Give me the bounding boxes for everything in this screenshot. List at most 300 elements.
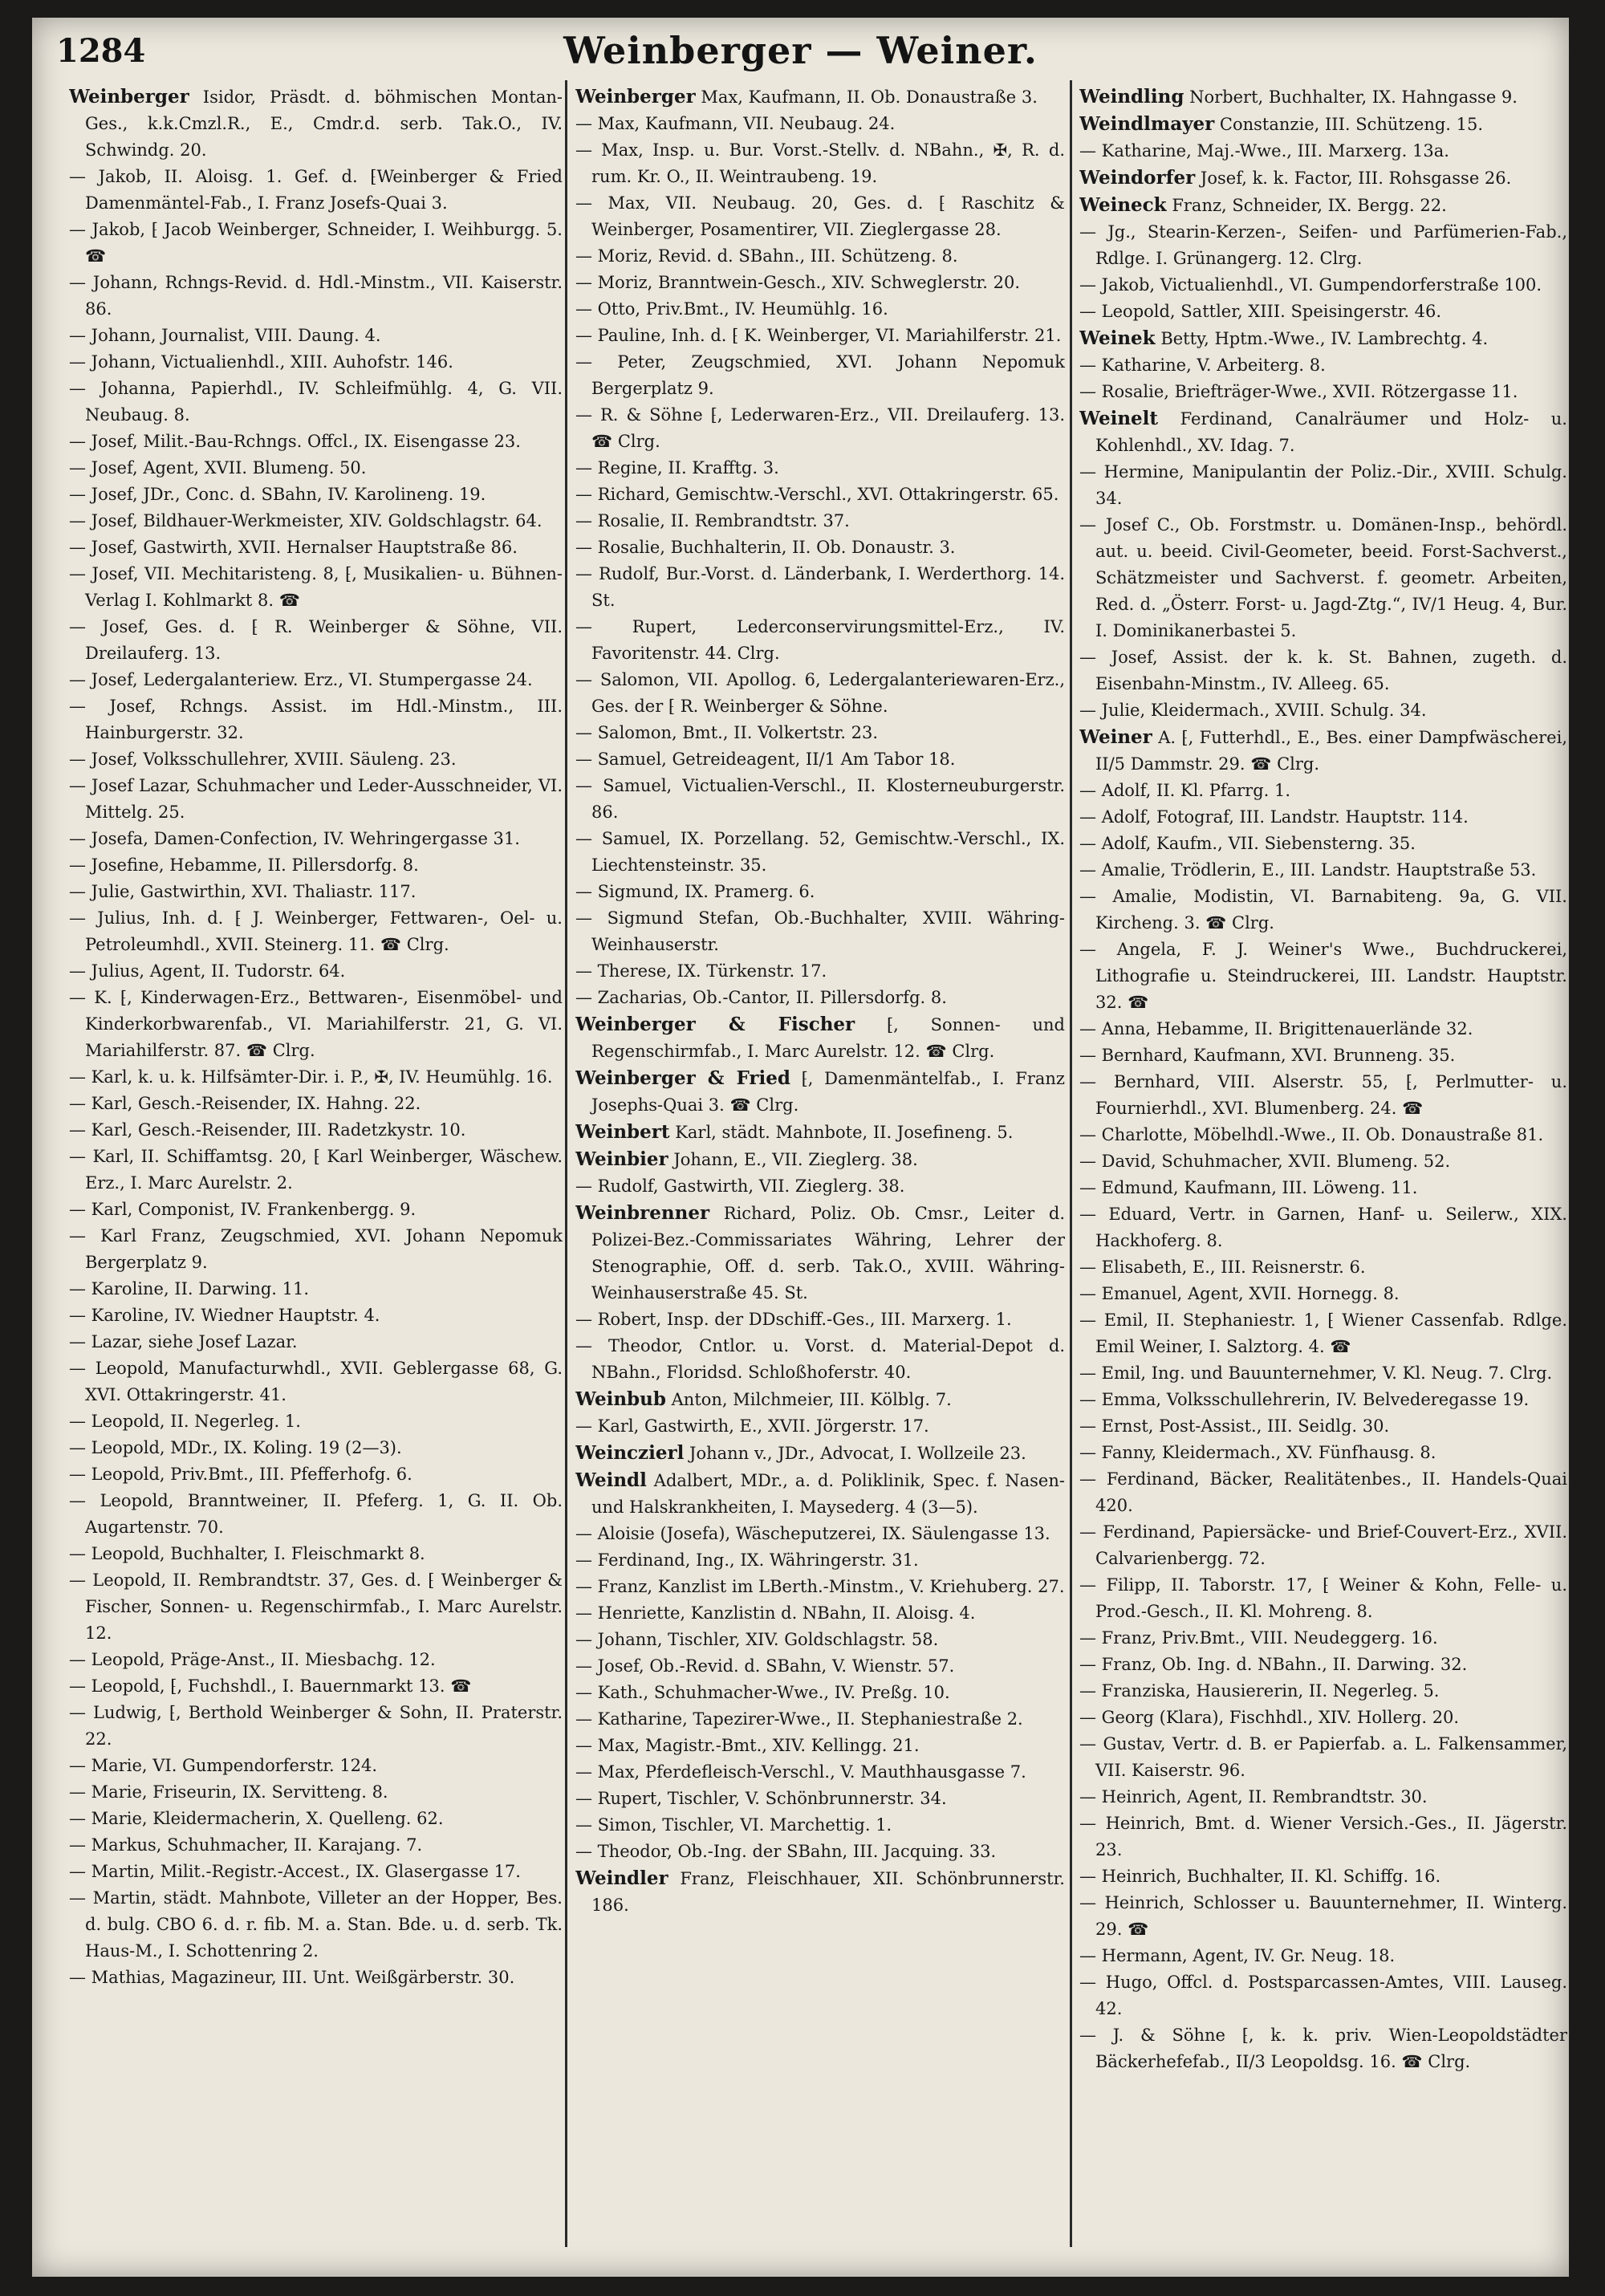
entry-text: — Aloisie (Josefa), Wäscheputzerei, IX. Säulengasse 13.	[575, 1524, 1050, 1543]
directory-entry	[575, 879, 1065, 905]
entry-text: — Hugo, Offcl. d. Postsparcassen-Amtes, VIII. Lauseg. 42.	[1079, 1973, 1567, 2018]
entry-text: — Richard, Gemischtw.-Verschl., XVI. Ottakringerstr. 65.	[575, 485, 1059, 504]
directory-entry	[1079, 1069, 1567, 1122]
directory-entry	[69, 1885, 563, 1965]
directory-entry	[69, 1064, 563, 1091]
entry-text: Constanzie, III. Schützeng. 15.	[1219, 115, 1484, 134]
directory-entry	[1079, 219, 1567, 272]
entry-text: — Rosalie, II. Rembrandtstr. 37.	[575, 511, 850, 530]
directory-entry	[575, 1119, 1065, 1146]
directory-entry	[69, 349, 563, 376]
entry-text: Franz, Fleischhauer, XII. Schönbrunnerstr. 186.	[591, 1869, 1065, 1915]
entry-text: — Josefine, Hebamme, II. Pillersdorfg. 8.	[69, 855, 419, 875]
directory-entry	[575, 1786, 1065, 1812]
entry-text: — Rosalie, Buchhalterin, II. Ob. Donaustr. 3.	[575, 538, 956, 557]
directory-entry	[69, 1488, 563, 1541]
entry-text: — Max, Insp. u. Bur. Vorst.-Stellv. d. NBahn., ✠, R. d. rum. Kr. O., II. Weintraubeng. 19.	[575, 140, 1065, 186]
directory-entry	[1079, 111, 1567, 138]
entry-text: — Josef, Agent, XVII. Blumeng. 50.	[69, 458, 367, 477]
directory-entry	[69, 1832, 563, 1859]
entry-text: — Rudolf, Gastwirth, VII. Zieglerg. 38.	[575, 1176, 905, 1196]
entry-text: — Simon, Tischler, VI. Marchettig. 1.	[575, 1815, 892, 1835]
entry-surname: Weindler	[575, 1867, 668, 1889]
entry-text: — Filipp, II. Taborstr. 17, ⁅ Weiner & Kohn, Felle- u. Prod.-Gesch., II. Kl. Mohreng. 8.	[1079, 1575, 1567, 1621]
entry-text: — Emma, Volksschullehrerin, IV. Belvederegasse 19.	[1079, 1390, 1530, 1409]
entry-text: Norbert, Buchhalter, IX. Hahngasse 9.	[1189, 87, 1518, 107]
directory-entry	[575, 1306, 1065, 1333]
entry-text: — Angela, F. J. Weiner's Wwe., Buchdruckerei, Lithografie u. Steindruckerei, III. Landstr. Hauptstr. 32. ☎	[1079, 940, 1567, 1012]
directory-entry	[1079, 138, 1567, 165]
directory-entry	[1079, 1863, 1567, 1890]
entry-text: — Karl, k. u. k. Hilfsämter-Dir. i. P., ✠, IV. Heumühlg. 16.	[69, 1067, 553, 1087]
directory-entry	[1079, 325, 1567, 352]
directory-entry	[69, 508, 563, 534]
entry-text: — Franz, Ob. Ing. d. NBahn., II. Darwing. 32.	[1079, 1655, 1468, 1674]
directory-entry	[1079, 1307, 1567, 1360]
entry-text: — Heinrich, Schlosser u. Bauunternehmer, II. Winterg. 29. ☎	[1079, 1893, 1567, 1939]
directory-entry	[575, 1173, 1065, 1200]
directory-entry	[69, 852, 563, 879]
directory-entry	[1079, 857, 1567, 884]
entry-text: Franz, Schneider, IX. Bergg. 22.	[1172, 196, 1447, 215]
directory-entry	[1079, 1254, 1567, 1281]
entry-surname: Weinbrenner	[575, 1202, 710, 1224]
entry-text: — Karoline, IV. Wiedner Hauptstr. 4.	[69, 1306, 380, 1325]
directory-entry	[575, 1733, 1065, 1759]
directory-entry	[575, 402, 1065, 455]
entry-text: — Max, Kaufmann, VII. Neubaug. 24.	[575, 114, 896, 133]
entry-surname: Weindorfer	[1079, 167, 1196, 189]
entry-text: — Regine, II. Krafftg. 3.	[575, 458, 779, 477]
directory-entry	[575, 455, 1065, 482]
directory-entry	[575, 323, 1065, 349]
entry-text: — Heinrich, Agent, II. Rembrandtstr. 30.	[1079, 1787, 1428, 1806]
entry-text: — Kath., Schuhmacher-Wwe., IV. Preßg. 10.	[575, 1683, 950, 1702]
directory-entry	[69, 164, 563, 217]
entry-text: ⁅, Sonnen- und Regenschirmfab., I. Marc Aurelstr. 12. ☎ Clrg.	[591, 1015, 1065, 1061]
directory-page	[32, 18, 1569, 2277]
directory-entry	[69, 1355, 563, 1408]
directory-entry	[69, 270, 563, 323]
entry-text: Richard, Poliz. Ob. Cmsr., Leiter d. Polizei-Bez.-Commissariates Währing, Lehrer der Stenographie, Off. d. serb. Tak.O., XVIII. Währing-Weinhauserstraße 45. St.	[591, 1204, 1065, 1302]
entry-text: — Martin, städt. Mahnbote, Villeter an der Hopper, Bes. d. bulg. CBO 6. d. r. fib. M. a. Stan. Bde. u. d. serb. Tk. Haus-M., I. Schottenring 2.	[69, 1888, 563, 1961]
directory-entry	[1079, 1122, 1567, 1148]
directory-entry	[575, 905, 1065, 958]
directory-entry	[1079, 884, 1567, 937]
directory-entry	[1079, 1016, 1567, 1042]
directory-entry	[69, 1461, 563, 1488]
entry-text: — Johann, Journalist, VIII. Daung. 4.	[69, 326, 381, 345]
directory-entry	[1079, 804, 1567, 831]
entry-text: — Karoline, II. Darwing. 11.	[69, 1279, 310, 1298]
entry-text: — Leopold, Priv.Bmt., III. Pfefferhofg. 6.	[69, 1465, 412, 1484]
entry-text: — Heinrich, Bmt. d. Wiener Versich.-Ges., II. Jägerstr. 23.	[1079, 1814, 1567, 1859]
entry-text: — Johann, Tischler, XIV. Goldschlagstr. 58.	[575, 1630, 939, 1649]
entry-text: — Gustav, Vertr. d. B. er Papierfab. a. L. Falkensammer, VII. Kaiserstr. 96.	[1079, 1734, 1567, 1780]
directory-column-3	[1079, 83, 1567, 2266]
entry-text: — Henriette, Kanzlistin d. NBahn, II. Aloisg. 4.	[575, 1603, 976, 1623]
entry-text: ⁅, Damenmäntelfab., I. Franz Josephs-Quai 3. ☎ Clrg.	[591, 1069, 1065, 1115]
entry-text: — Theodor, Ob.-Ing. der SBahn, III. Jacquing. 33.	[575, 1842, 997, 1861]
directory-entry	[1079, 352, 1567, 379]
entry-text: — Samuel, Victualien-Verschl., II. Klosterneuburgerstr. 86.	[575, 776, 1065, 822]
entry-text: — Otto, Priv.Bmt., IV. Heumühlg. 16.	[575, 299, 888, 319]
entry-text: — Bernhard, VIII. Alserstr. 55, ⁅, Perlmutter- u. Fournierhdl., XVI. Blumenberg. 24. ☎	[1079, 1072, 1567, 1118]
directory-entry	[69, 1302, 563, 1329]
column-rule	[1070, 80, 1072, 2247]
entry-text: — Josef, Volksschullehrer, XVIII. Säuleng. 23.	[69, 750, 457, 769]
directory-entry	[1079, 1625, 1567, 1652]
entry-text: — Pauline, Inh. d. ⁅ K. Weinberger, VI. Mariahilferstr. 21.	[575, 326, 1062, 345]
directory-entry	[69, 1859, 563, 1885]
entry-text: — Josef, Ledergalanteriew. Erz., VI. Stumpergasse 24.	[69, 670, 533, 689]
entry-surname: Weinelt	[1079, 408, 1159, 429]
directory-entry	[575, 1812, 1065, 1839]
entry-text: — Josefa, Damen-Confection, IV. Wehringergasse 31.	[69, 829, 520, 848]
entry-text: — Leopold, Branntweiner, II. Pfeferg. 1, G. II. Ob. Augartenstr. 70.	[69, 1491, 563, 1537]
entry-text: — Samuel, IX. Porzellang. 52, Gemischtw.-Verschl., IX. Liechtensteinstr. 35.	[575, 829, 1065, 875]
entry-text: — Leopold, ⁅, Fuchshdl., I. Bauernmarkt 13. ☎	[69, 1676, 472, 1696]
entry-text: — Bernhard, Kaufmann, XVI. Brunneng. 35.	[1079, 1046, 1456, 1065]
directory-entry	[1079, 937, 1567, 1016]
directory-entry	[69, 534, 563, 561]
entry-text: Johann, E., VII. Zieglerg. 38.	[673, 1150, 918, 1169]
entry-text: — Johann, Rchngs-Revid. d. Hdl.-Minstm., VII. Kaiserstr. 86.	[69, 273, 563, 319]
directory-entry	[69, 693, 563, 746]
entry-text: — Katharine, Tapezirer-Wwe., II. Stephaniestraße 2.	[575, 1709, 1023, 1729]
entry-text: — Jakob, ⁅ Jacob Weinberger, Schneider, I. Weihburgg. 5. ☎	[69, 220, 563, 266]
directory-entry	[1079, 1387, 1567, 1413]
column-rule	[565, 80, 567, 2247]
directory-entry	[1079, 724, 1567, 778]
directory-entry	[1079, 459, 1567, 512]
entry-text: — Charlotte, Möbelhdl.-Wwe., II. Ob. Donaustraße 81.	[1079, 1125, 1544, 1144]
entry-text: — Adolf, Fotograf, III. Landstr. Hauptstr. 114.	[1079, 807, 1469, 827]
entry-text: — Julius, Agent, II. Tudorstr. 64.	[69, 961, 346, 981]
entry-text: — Emil, Ing. und Bauunternehmer, V. Kl. Neug. 7. Clrg.	[1079, 1363, 1553, 1383]
directory-entry	[575, 1706, 1065, 1733]
entry-text: — Elisabeth, E., III. Reisnerstr. 6.	[1079, 1258, 1366, 1277]
directory-entry	[1079, 1201, 1567, 1254]
directory-entry	[575, 614, 1065, 667]
directory-entry	[575, 773, 1065, 826]
entry-surname: Weinberger & Fischer	[575, 1014, 855, 1035]
entry-text: — Josef C., Ob. Forstmstr. u. Domänen-Insp., behördl. aut. u. beeid. Civil-Geometer, beeid. Forst-Sachverst., Schätzmeister und Sachverst. f. geometr. Arbeiten, Red. d. „Österr. Forst- u. Jagd-Ztg.“, IV/1 Heug. 4, Bur. I. Dominikanerbastei 5.	[1079, 515, 1567, 640]
entry-text: — Josef, VII. Mechitaristeng. 8, ⁅, Musikalien- u. Bühnen-Verlag I. Kohlmarkt 8. ☎	[69, 564, 563, 610]
entry-text: — Ludwig, ⁅, Berthold Weinberger & Sohn, II. Praterstr. 22.	[69, 1703, 563, 1749]
directory-entry	[575, 826, 1065, 879]
directory-entry	[575, 1386, 1065, 1413]
directory-entry	[69, 826, 563, 852]
directory-entry	[69, 614, 563, 667]
directory-entry	[575, 534, 1065, 561]
directory-column-2	[575, 83, 1065, 2266]
entry-text: — Marie, VI. Gumpendorferstr. 124.	[69, 1756, 378, 1775]
entry-text: Max, Kaufmann, II. Ob. Donaustraße 3.	[701, 87, 1038, 107]
directory-entry	[575, 1547, 1065, 1574]
entry-text: — Emanuel, Agent, XVII. Hornegg. 8.	[1079, 1284, 1400, 1303]
directory-entry	[1079, 644, 1567, 697]
entry-text: — Josef, Bildhauer-Werkmeister, XIV. Goldschlagstr. 64.	[69, 511, 542, 530]
entry-surname: Weinbub	[575, 1388, 666, 1410]
directory-entry	[575, 1065, 1065, 1119]
entry-text: — Sigmund, IX. Pramerg. 6.	[575, 882, 815, 901]
directory-entry	[1079, 405, 1567, 459]
directory-entry	[69, 1197, 563, 1223]
entry-text: — Lazar, siehe Josef Lazar.	[69, 1332, 298, 1351]
directory-entry	[1079, 1360, 1567, 1387]
entry-text: — Mathias, Magazineur, III. Unt. Weißgärberstr. 30.	[69, 1968, 515, 1987]
entry-text: — J. & Söhne ⁅, k. k. priv. Wien-Leopoldstädter Bäckerhefefab., II/3 Leopoldsg. 16. ☎ Clrg.	[1079, 2026, 1567, 2071]
entry-text: — Fanny, Kleidermach., XV. Fünfhausg. 8.	[1079, 1443, 1436, 1462]
entry-surname: Weinberger	[575, 86, 696, 108]
directory-entry	[1079, 1652, 1567, 1678]
entry-text: — Adolf, II. Kl. Pfarrg. 1.	[1079, 781, 1291, 800]
entry-text: — Karl, Gesch.-Reisender, IX. Hahng. 22.	[69, 1094, 421, 1113]
entry-text: — Josef, Gastwirth, XVII. Hernalser Hauptstraße 86.	[69, 538, 518, 557]
entry-text: — Emil, II. Stephaniestr. 1, ⁅ Wiener Cassenfab. Rdlge. Emil Weiner, I. Salztorg. 4. ☎	[1079, 1311, 1567, 1356]
entry-text: — Jakob, II. Aloisg. 1. Gef. d. ⁅Weinberger & Fried Damenmäntel-Fab., I. Franz Josefs-Quai 3.	[69, 167, 563, 213]
directory-entry	[69, 667, 563, 693]
directory-entry	[69, 879, 563, 905]
directory-entry	[1079, 272, 1567, 299]
entry-text: — Leopold, Buchhalter, I. Fleischmarkt 8.	[69, 1544, 425, 1563]
entry-text: — Josef, Milit.-Bau-Rchngs. Offcl., IX. Eisengasse 23.	[69, 432, 521, 451]
directory-entry	[69, 1567, 563, 1647]
directory-entry	[1079, 192, 1567, 219]
directory-entry	[69, 376, 563, 429]
entry-text: — Leopold, MDr., IX. Koling. 19 (2—3).	[69, 1438, 402, 1457]
entry-surname: Weindling	[1079, 86, 1184, 108]
directory-entry	[575, 1600, 1065, 1627]
directory-entry	[1079, 512, 1567, 644]
entry-text: — Max, Pferdefleisch-Verschl., V. Mauthhausgasse 7.	[575, 1762, 1026, 1782]
entry-text: — Johanna, Papierhdl., IV. Schleifmühlg. 4, G. VII. Neubaug. 8.	[69, 379, 563, 425]
entry-text: — Johann, Victualienhdl., XIII. Auhofstr. 146.	[69, 352, 453, 372]
directory-entry	[575, 243, 1065, 270]
directory-entry	[1079, 1705, 1567, 1731]
entry-text: — Amalie, Trödlerin, E., III. Landstr. Hauptstraße 53.	[1079, 860, 1537, 880]
directory-entry	[575, 720, 1065, 746]
directory-entry	[1079, 1042, 1567, 1069]
directory-entry	[69, 83, 563, 164]
entry-text: — Markus, Schuhmacher, II. Karajang. 7.	[69, 1835, 423, 1855]
entry-text: — Amalie, Modistin, VI. Barnabiteng. 9a, G. VII. Kircheng. 3. ☎ Clrg.	[1079, 887, 1567, 933]
directory-entry	[1079, 778, 1567, 804]
page-header	[32, 18, 1569, 75]
entry-text: — Julie, Gastwirthin, XVI. Thaliastr. 117.	[69, 882, 416, 901]
directory-entry	[575, 482, 1065, 508]
directory-entry	[575, 1627, 1065, 1653]
directory-entry	[575, 1200, 1065, 1306]
entry-text: — Hermine, Manipulantin der Poliz.-Dir., XVIII. Schulg. 34.	[1079, 462, 1567, 508]
directory-entry	[1079, 1731, 1567, 1784]
entry-text: — Karl, Gesch.-Reisender, III. Radetzkystr. 10.	[69, 1120, 466, 1140]
entry-text: — Marie, Friseurin, IX. Servitteng. 8.	[69, 1782, 388, 1802]
entry-surname: Weinbier	[575, 1148, 668, 1170]
directory-entry	[69, 1435, 563, 1461]
entry-text: — Eduard, Vertr. in Garnen, Hanf- u. Seilerw., XIX. Hackhoferg. 8.	[1079, 1205, 1567, 1250]
directory-entry	[69, 985, 563, 1064]
directory-entry	[69, 1700, 563, 1753]
entry-text: — Salomon, VII. Apollog. 6, Ledergalanteriewaren-Erz., Ges. der ⁅ R. Weinberger & Söhne.	[575, 670, 1065, 716]
running-head: Weinberger — Weiner.	[563, 29, 1038, 72]
entry-text: — Leopold, Manufacturwhdl., XVII. Geblergasse 68, G. XVI. Ottakringerstr. 41.	[69, 1359, 563, 1404]
directory-entry	[1079, 2022, 1567, 2075]
directory-entry	[1079, 1175, 1567, 1201]
entry-text: — Leopold, II. Rembrandtstr. 37, Ges. d. ⁅ Weinberger & Fischer, Sonnen- u. Regenschirmfab., I. Marc Aurelstr. 12.	[69, 1571, 563, 1643]
entry-text: — Max, VII. Neubaug. 20, Ges. d. ⁅ Raschitz & Weinberger, Posamentirer, VII. Zieglergasse 28.	[575, 193, 1065, 239]
entry-text: Isidor, Präsdt. d. böhmischen Montan-Ges., k.k.Cmzl.R., E., Cmdr.d. serb. Tak.O., IV. Schwindg. 20.	[85, 87, 563, 160]
directory-entry	[575, 985, 1065, 1011]
directory-entry	[1079, 1572, 1567, 1625]
entry-text: — Salomon, Bmt., II. Volkertstr. 23.	[575, 723, 879, 742]
directory-entry	[1079, 83, 1567, 111]
entry-text: — Sigmund Stefan, Ob.-Buchhalter, XVIII. Währing-Weinhauserstr.	[575, 908, 1065, 954]
directory-entry	[575, 1574, 1065, 1600]
directory-entry	[575, 296, 1065, 323]
entry-text: — Rudolf, Bur.-Vorst. d. Länderbank, I. Werderthorg. 14. St.	[575, 564, 1065, 610]
directory-entry	[69, 1647, 563, 1673]
directory-entry	[1079, 1413, 1567, 1440]
directory-entry	[69, 905, 563, 958]
directory-entry	[1079, 1943, 1567, 1969]
entry-text: — Franziska, Hausiererin, II. Negerleg. 5.	[1079, 1681, 1440, 1701]
directory-entry	[69, 561, 563, 614]
entry-text: — Samuel, Getreideagent, II/1 Am Tabor 18.	[575, 750, 956, 769]
entry-text: — Martin, Milit.-Registr.-Accest., IX. Glasergasse 17.	[69, 1862, 521, 1881]
entry-text: — Julie, Kleidermach., XVIII. Schulg. 34.	[1079, 701, 1427, 720]
entry-text: — Katharine, V. Arbeiterg. 8.	[1079, 356, 1326, 375]
directory-entry	[575, 1011, 1065, 1065]
entry-text: — Jakob, Victualienhdl., VI. Gumpendorferstraße 100.	[1079, 275, 1542, 295]
entry-text: — Therese, IX. Türkenstr. 17.	[575, 961, 827, 981]
entry-text: — Adolf, Kaufm., VII. Siebensterng. 35.	[1079, 834, 1416, 853]
entry-text: — Peter, Zeugschmied, XVI. Johann Nepomuk Bergerplatz 9.	[575, 352, 1065, 398]
entry-text: — Josef, Assist. der k. k. St. Bahnen, zugeth. d. Eisenbahn-Minstm., IV. Alleeg. 65.	[1079, 648, 1567, 693]
directory-entry	[575, 349, 1065, 402]
directory-entry	[575, 958, 1065, 985]
directory-entry	[1079, 1969, 1567, 2022]
directory-entry	[575, 1839, 1065, 1865]
entry-text: — Leopold, II. Negerleg. 1.	[69, 1412, 301, 1431]
entry-text: — Julius, Inh. d. ⁅ J. Weinberger, Fettwaren-, Oel- u. Petroleumhdl., XVII. Steinerg. 11. ☎ Clrg.	[69, 908, 563, 954]
entry-text: — Max, Magistr.-Bmt., XIV. Kellingg. 21.	[575, 1736, 920, 1755]
directory-entry	[575, 561, 1065, 614]
directory-entry	[69, 1144, 563, 1197]
entry-surname: Weinczierl	[575, 1442, 685, 1464]
entry-text: — Ernst, Post-Assist., III. Seidlg. 30.	[1079, 1416, 1390, 1436]
directory-entry	[1079, 1890, 1567, 1943]
directory-entry	[1079, 1678, 1567, 1705]
directory-entry	[575, 746, 1065, 773]
entry-text: — Karl Franz, Zeugschmied, XVI. Johann Nepomuk Bergerplatz 9.	[69, 1226, 563, 1272]
entry-surname: Weiner	[1079, 726, 1152, 748]
directory-entry	[575, 270, 1065, 296]
directory-entry	[69, 1408, 563, 1435]
entry-text: A. ⁅, Futterhdl., E., Bes. einer Dampfwäscherei, II/5 Dammstr. 29. ☎ Clrg.	[1095, 728, 1567, 774]
directory-entry	[575, 508, 1065, 534]
entry-text: Anton, Milchmeier, III. Kölblg. 7.	[671, 1390, 952, 1409]
directory-entry	[575, 1759, 1065, 1786]
entry-surname: Weineck	[1079, 194, 1167, 216]
entry-text: — Katharine, Maj.-Wwe., III. Marxerg. 13a.	[1079, 141, 1449, 161]
directory-entry	[1079, 1440, 1567, 1466]
entry-text: — Karl, II. Schiffamtsg. 20, ⁅ Karl Weinberger, Wäschew. Erz., I. Marc Aurelstr. 2.	[69, 1147, 563, 1193]
entry-text: — R. & Söhne ⁅, Lederwaren-Erz., VII. Dreilauferg. 13. ☎ Clrg.	[575, 405, 1065, 451]
entry-text: — Ferdinand, Papiersäcke- und Brief-Couvert-Erz., XVII. Calvarienbergg. 72.	[1079, 1522, 1567, 1568]
directory-entry	[1079, 1281, 1567, 1307]
entry-text: — Ferdinand, Ing., IX. Währingerstr. 31.	[575, 1550, 919, 1570]
directory-entry	[69, 958, 563, 985]
directory-entry	[1079, 1148, 1567, 1175]
entry-text: Karl, städt. Mahnbote, II. Josefineng. 5.	[675, 1123, 1014, 1142]
entry-text: — Josef, JDr., Conc. d. SBahn, IV. Karolineng. 19.	[69, 485, 486, 504]
directory-entry	[1079, 1810, 1567, 1863]
directory-column-1	[69, 83, 563, 2266]
entry-text: — Heinrich, Buchhalter, II. Kl. Schiffg. 16.	[1079, 1867, 1441, 1886]
entry-text: Betty, Hptm.-Wwe., IV. Lambrechtg. 4.	[1160, 329, 1489, 348]
directory-entry	[69, 429, 563, 455]
directory-entry	[69, 1753, 563, 1779]
entry-text: — Theodor, Cntlor. u. Vorst. d. Material-Depot d. NBahn., Floridsd. Schloßhoferstr. 40.	[575, 1336, 1065, 1382]
entry-text: — Moriz, Revid. d. SBahn., III. Schützeng. 8.	[575, 246, 958, 266]
directory-entry	[69, 1117, 563, 1144]
directory-entry	[69, 746, 563, 773]
entry-text: — Zacharias, Ob.-Cantor, II. Pillersdorfg. 8.	[575, 988, 947, 1007]
directory-entry	[1079, 1784, 1567, 1810]
entry-text: — Moriz, Branntwein-Gesch., XIV. Schweglerstr. 20.	[575, 273, 1020, 292]
entry-text: — Jg., Stearin-Kerzen-, Seifen- und Parfümerien-Fab., Rdlge. I. Grünangerg. 12. Clrg.	[1079, 222, 1567, 268]
entry-text: — Hermann, Agent, IV. Gr. Neug. 18.	[1079, 1946, 1396, 1965]
directory-entry	[1079, 379, 1567, 405]
entry-text: — Josef Lazar, Schuhmacher und Leder-Ausschneider, VI. Mittelg. 25.	[69, 776, 563, 822]
entry-text: — David, Schuhmacher, XVII. Blumeng. 52.	[1079, 1152, 1451, 1171]
directory-entry	[69, 1541, 563, 1567]
directory-entry	[575, 137, 1065, 190]
directory-entry	[1079, 1519, 1567, 1572]
entry-text: — Leopold, Sattler, XIII. Speisingerstr. 46.	[1079, 302, 1442, 321]
directory-entry	[69, 773, 563, 826]
entry-text: — Anna, Hebamme, II. Brigittenauerlände 32.	[1079, 1019, 1473, 1038]
directory-entry	[1079, 165, 1567, 192]
entry-text: — Franz, Priv.Bmt., VIII. Neudeggerg. 16.	[1079, 1628, 1438, 1648]
entry-text: — Robert, Insp. der DDschiff.-Ges., III. Marxerg. 1.	[575, 1310, 1012, 1329]
entry-text: — Edmund, Kaufmann, III. Löweng. 11.	[1079, 1178, 1418, 1197]
entry-text: Johann v., JDr., Advocat, I. Wollzeile 23.	[689, 1444, 1026, 1463]
entry-text: — K. ⁅, Kinderwagen-Erz., Bettwaren-, Eisenmöbel- und Kinderkorbwarenfab., VI. Mariahilferstr. 21, G. VI. Mariahilferstr. 87. ☎ Clrg.	[69, 988, 563, 1060]
directory-entry	[69, 482, 563, 508]
page-number: 1284	[56, 32, 146, 70]
directory-entry	[575, 111, 1065, 137]
entry-surname: Weinberger & Fried	[575, 1067, 790, 1089]
entry-text: — Leopold, Präge-Anst., II. Miesbachg. 12.	[69, 1650, 436, 1669]
entry-text: — Karl, Gastwirth, E., XVII. Jörgerstr. 17.	[575, 1416, 929, 1436]
directory-entry	[69, 1965, 563, 1991]
directory-entry	[575, 1467, 1065, 1521]
directory-entry	[69, 323, 563, 349]
entry-text: — Josef, Ob.-Revid. d. SBahn, V. Wienstr. 57.	[575, 1656, 955, 1676]
entry-text: — Josef, Rchngs. Assist. im Hdl.-Minstm., III. Hainburgerstr. 32.	[69, 697, 563, 742]
directory-entry	[575, 1146, 1065, 1173]
entry-surname: Weinek	[1079, 327, 1156, 349]
directory-entry	[575, 1653, 1065, 1680]
directory-entry	[69, 1329, 563, 1355]
directory-entry	[575, 1865, 1065, 1919]
entry-text: — Rupert, Tischler, V. Schönbrunnerstr. 34.	[575, 1789, 947, 1808]
directory-entry	[69, 1223, 563, 1276]
entry-text: — Ferdinand, Bäcker, Realitätenbes., II. Handels-Quai 420.	[1079, 1469, 1567, 1515]
